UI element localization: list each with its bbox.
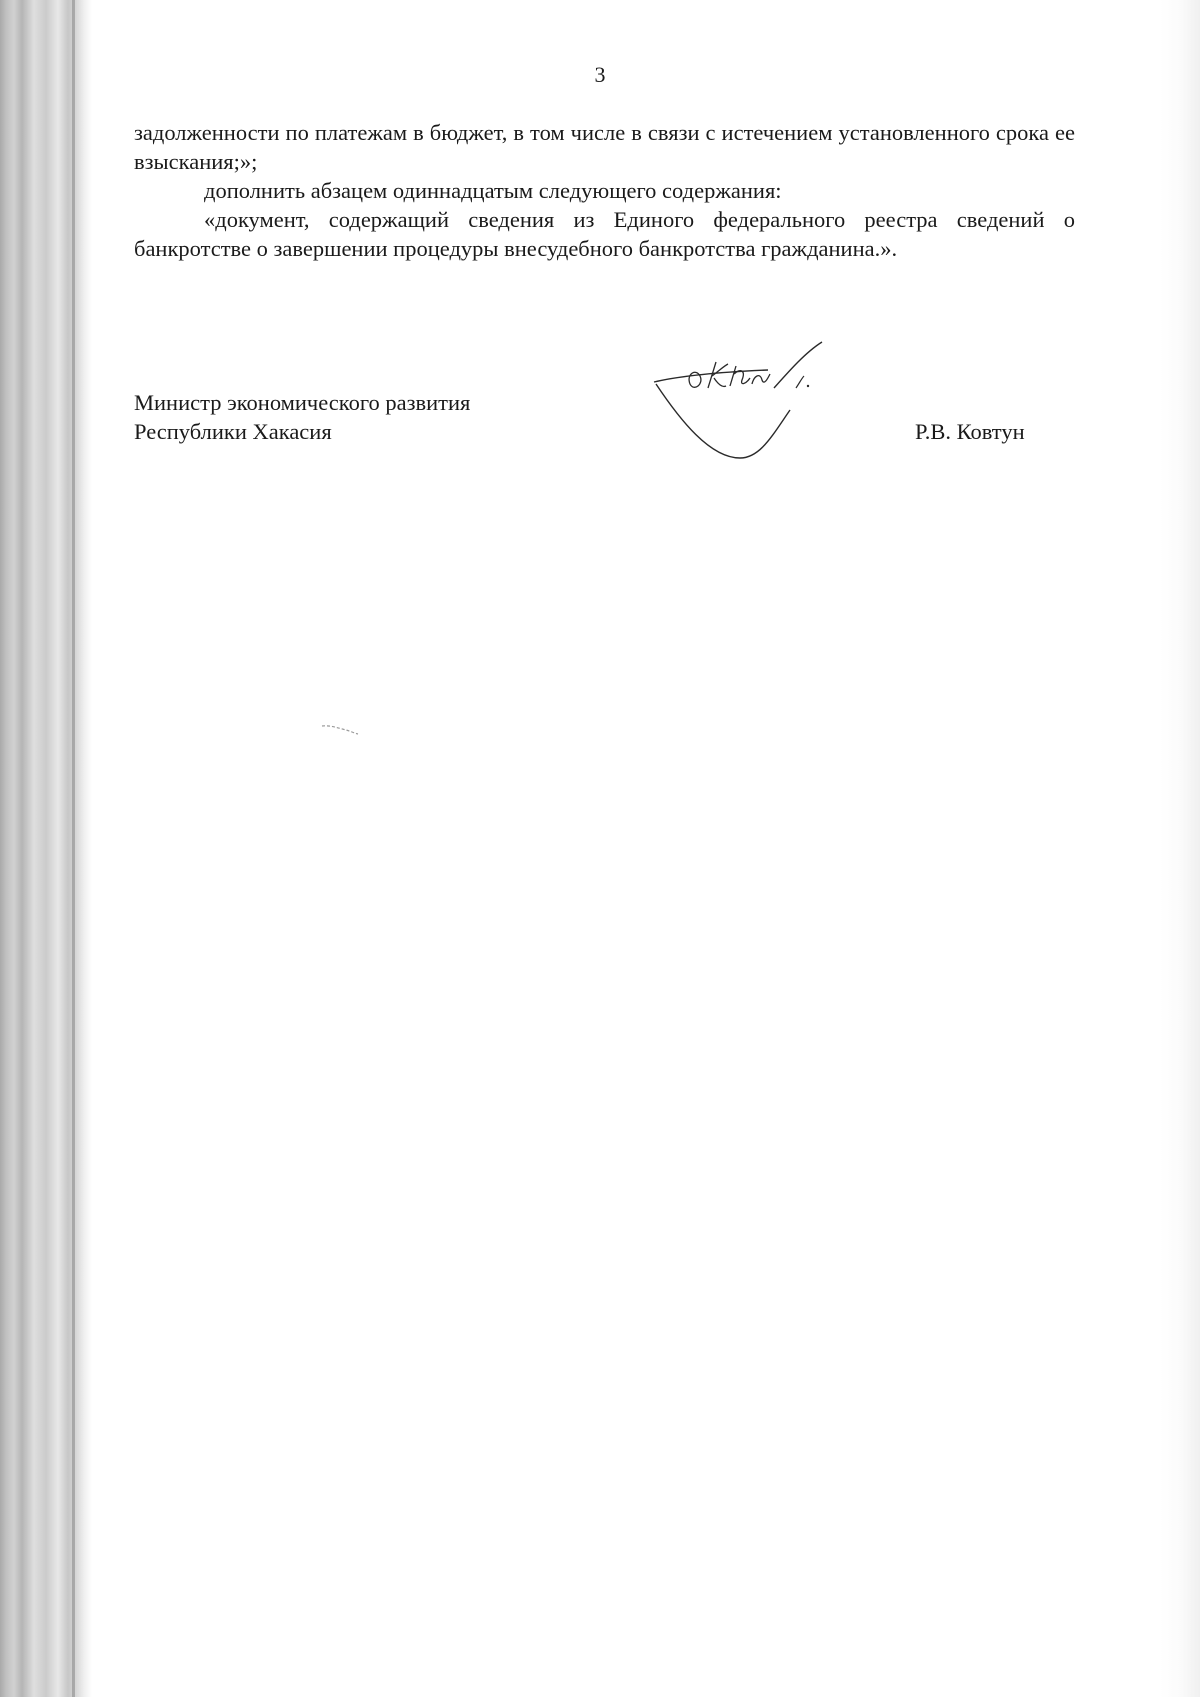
body-text — [134, 118, 1075, 263]
signatory-name: Р.В. Ковтун — [915, 419, 1025, 444]
page-number: 3 — [594, 62, 606, 87]
position-line-1: Министр экономического развития — [134, 390, 471, 415]
paragraph-amendment-instruction: дополнить абзацем одиннадцатым следующего содержания: — [204, 178, 782, 203]
position-line-2: Республики Хакасия — [134, 419, 332, 444]
scan-artifact — [320, 722, 360, 736]
handwritten-signature — [650, 340, 850, 470]
paragraph-continuation: задолженности по платежам в бюджет, в том числе в связи с истечением установленного срока ее взыскания;»; — [134, 120, 1075, 174]
binding-line — [72, 0, 75, 1697]
right-edge-shadow — [1160, 0, 1200, 1697]
binding-shadow — [0, 0, 92, 1697]
paragraph-amendment-text: «документ, содержащий сведения из Единого федерального реестра сведений о банкротстве о завершении процедуры внесудебного банкротства гражданина.». — [134, 207, 1075, 261]
signatory-position — [134, 388, 470, 446]
